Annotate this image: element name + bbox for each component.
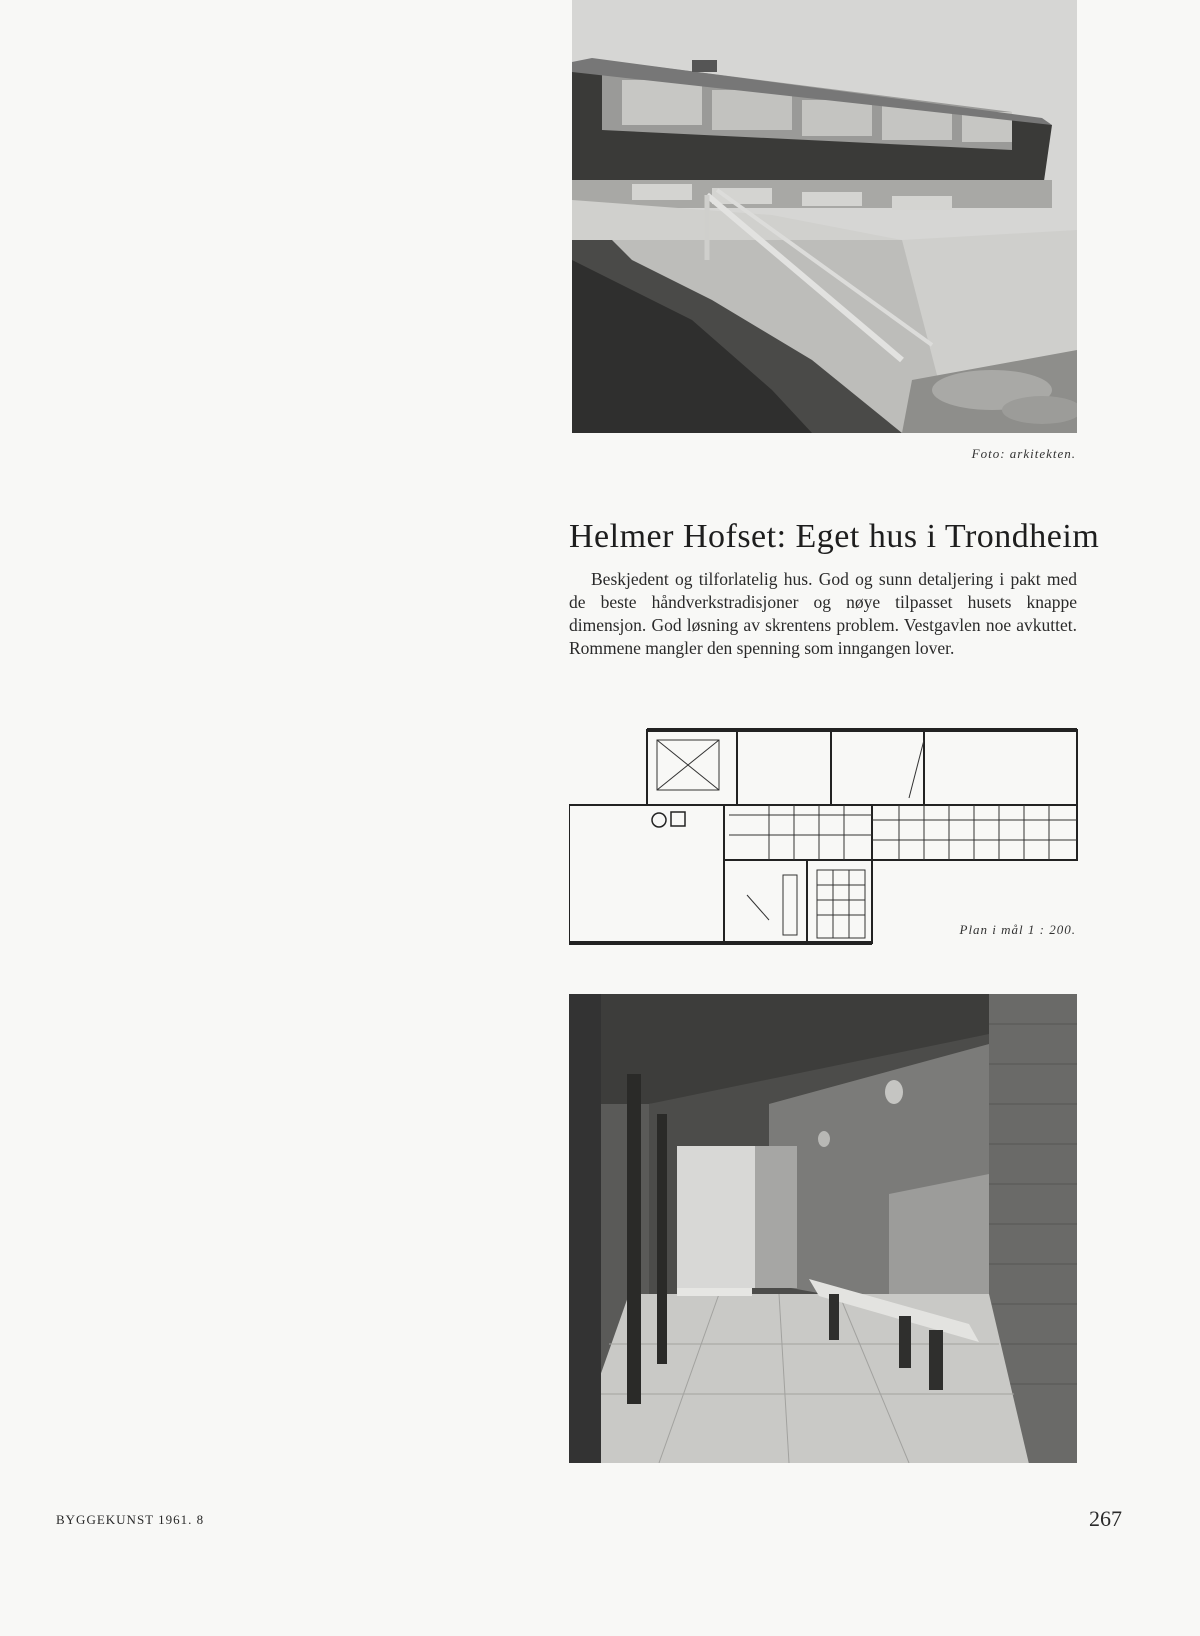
journal-footer: BYGGEKUNST 1961. 8 (56, 1512, 205, 1527)
article-body: Beskjedent og tilforlatelig hus. God og sunn detaljering i pakt med de beste håndverkstradisjoner og nøye tilpasset husets knappe dimensjon. God løsning av skrentens problem. Vestgavlen noe avkuttet. Rommene mangler den spenning som inngangen lover. (569, 569, 1077, 658)
floor-plan-drawing (569, 720, 1079, 945)
plan-scale-caption: Plan i mål 1 : 200. (959, 922, 1076, 937)
article-title: Helmer Hofset: Eget hus i Trondheim (569, 518, 1100, 555)
house-exterior-photo (572, 0, 1077, 433)
page-number: 267 (1089, 1506, 1122, 1531)
photo-credit-caption: Foto: arkitekten. (971, 446, 1076, 461)
covered-entrance-photo (569, 994, 1077, 1463)
